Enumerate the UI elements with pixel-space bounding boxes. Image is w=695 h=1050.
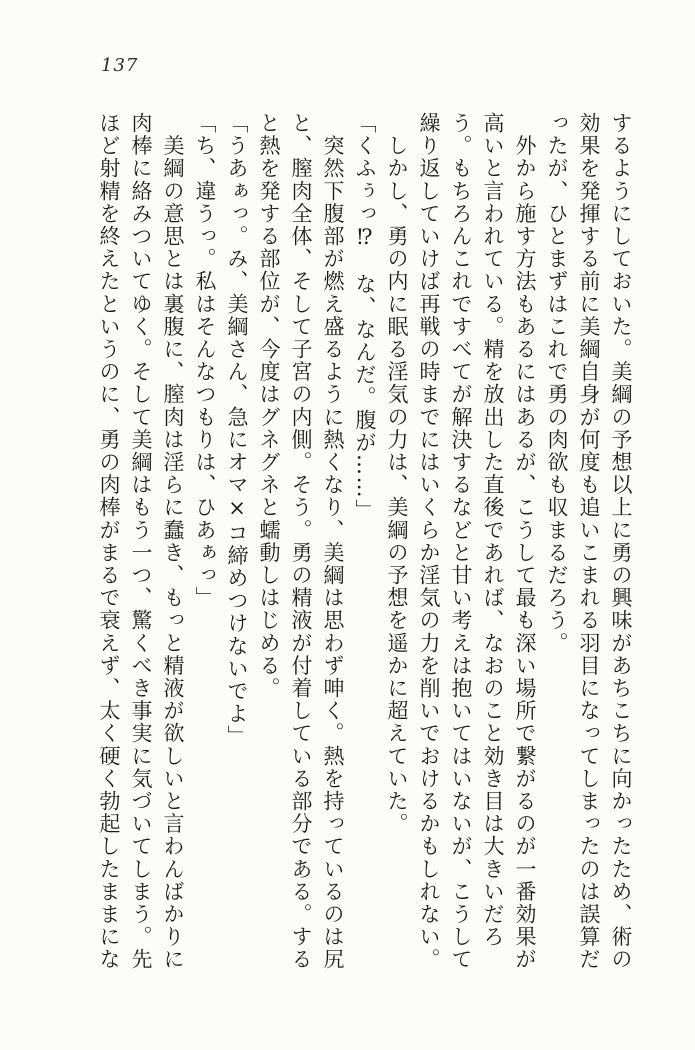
paragraph: 美綱の意思とは裏腹に、膣肉は淫らに蠢き、もっと精液が欲しいと言わんばかりに肉棒に絡みついてゆく。そして美綱はもう一つ、驚くべき事実に気づいてしまう。先ほど射精を終えたというのに、勇の肉棒がまるで衰えず、太く硬く勃起したままにな [97,112,185,971]
paragraph: 「ち、違うっ。私はそんなつもりは、ひあぁっ」 [193,112,217,610]
paragraph: 「うあぁっ。み、美綱さん、急にオマ×コ締めつけないでよ」 [225,112,249,748]
page-text [93,112,637,986]
paragraph: するようにしておいた。美綱の予想以上に勇の興味があちこちに向かったため、術の効果を発揮する前に美綱自身が何度も追いこまれる羽目になってしまったのは誤算だったが、ひとまずはこれで勇の肉欲も収まるだろう。 [545,112,633,971]
paragraph: しかし、勇の内に眠る淫気の力は、美綱の予想を遥かに超えていた。 [385,112,409,836]
paragraph: 突然下腹部が燃え盛るように熱くなり、美綱は思わず呻く。熱を持っているのは尻と、膣肉全体、そして子宮の内側。そう。勇の精液が付着している部分である。すると熱を発する部位が、今度はグネグネと蠕動しはじめる。 [257,112,345,971]
page-number: 137 [101,55,139,76]
paragraph: 外から施す方法もあるにはあるが、こうして最も深い場所で繋がるのが一番効果が高いと言われている。精を放出した直後であれば、なおのこと効き目は大きいだろう。もちろんこれですべてが解決するなどと甘い考えは抱いてはいないが、こうして繰り返していけば再戦の時までにはいくらか淫気の力を削いでおけるかもしれない。 [417,112,537,971]
paragraph: 「くふぅっ⁉ な、なんだ。腹が……」 [353,112,377,522]
